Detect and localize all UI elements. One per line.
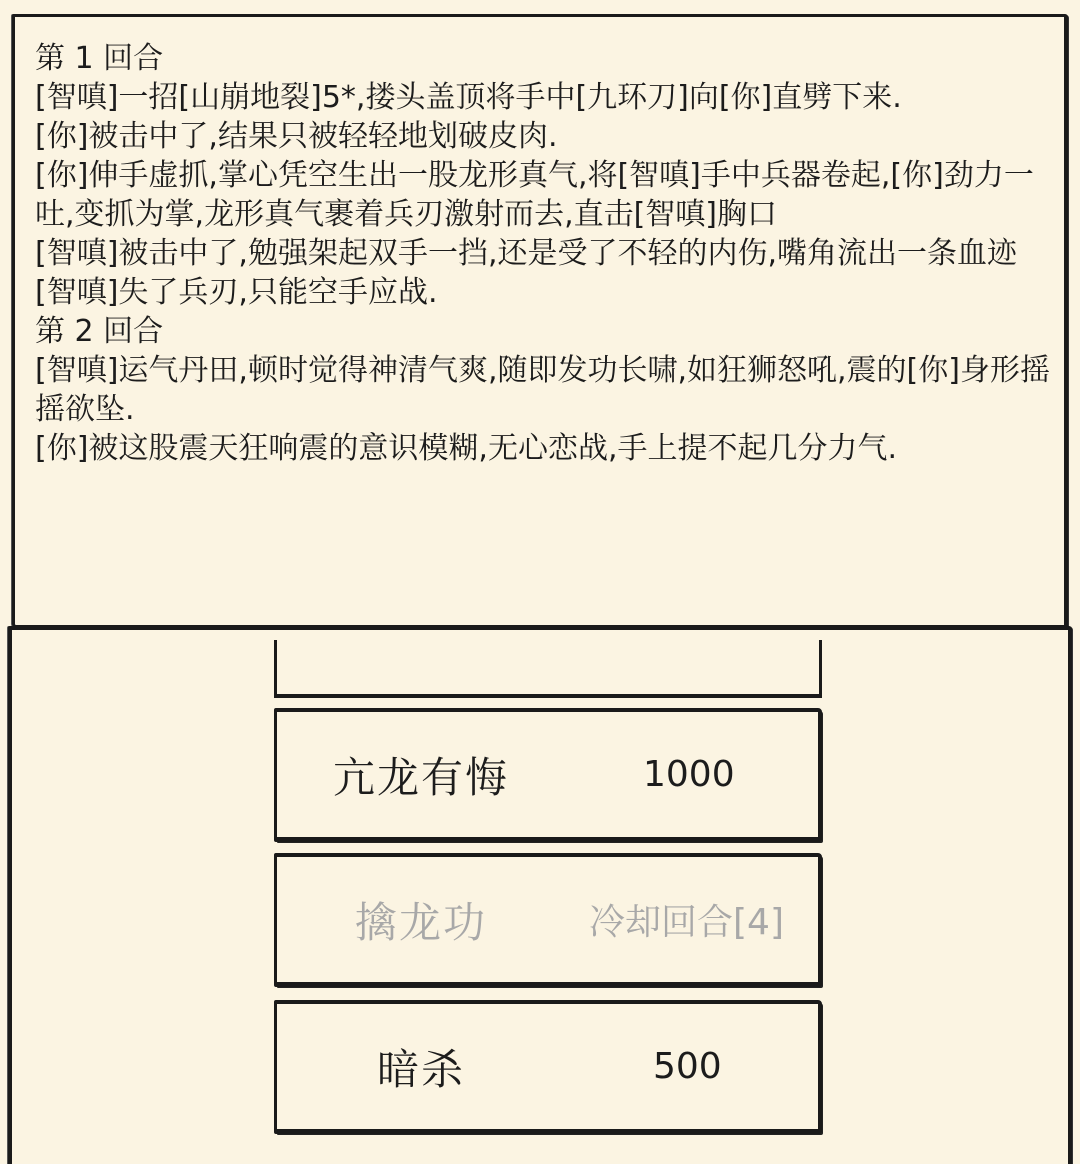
skill-name: 亢龙有悔 [333, 752, 510, 802]
skill-button-qinlong[interactable] [274, 853, 822, 987]
skill-button-kanglong[interactable] [274, 708, 822, 842]
skill-cost: 1000 [643, 754, 735, 795]
log-line: [你]伸手虚抓,掌心凭空生出一股龙形真气,将[智嗔]手中兵器卷起,[你]劲力一吐,变抓为掌,龙形真气裹着兵刃激射而去,直击[智嗔]胸口 [35, 158, 1034, 232]
skill-name: 擒龙功 [355, 897, 488, 947]
log-line: [智嗔]被击中了,勉强架起双手一挡,还是受了不轻的内伤,嘴角流出一条血迹 [35, 236, 1018, 271]
log-line: [智嗔]一招[山崩地裂]5*,搂头盖顶将手中[九环刀]向[你]直劈下来. [35, 80, 902, 115]
skill-name: 暗杀 [377, 1044, 466, 1094]
log-line-round-1: 第 1 回合 [35, 41, 164, 76]
log-line: [你]被这股震天狂响震的意识模糊,无心恋战,手上提不起几分力气. [35, 431, 898, 466]
log-line: [智嗔]运气丹田,顿时觉得神清气爽,随即发功长啸,如狂狮怒吼,震的[你]身形摇摇欲坠. [35, 353, 1050, 427]
log-line-round-2: 第 2 回合 [35, 314, 164, 349]
log-line: [你]被击中了,结果只被轻轻地划破皮肉. [35, 119, 558, 154]
skill-button-ansha[interactable] [274, 1000, 822, 1134]
skill-button-partial[interactable] [274, 640, 822, 698]
skill-cost: 500 [653, 1046, 722, 1087]
log-line: [智嗔]失了兵刃,只能空手应战. [35, 275, 438, 310]
skill-cooldown: 冷却回合[4] [589, 902, 784, 943]
